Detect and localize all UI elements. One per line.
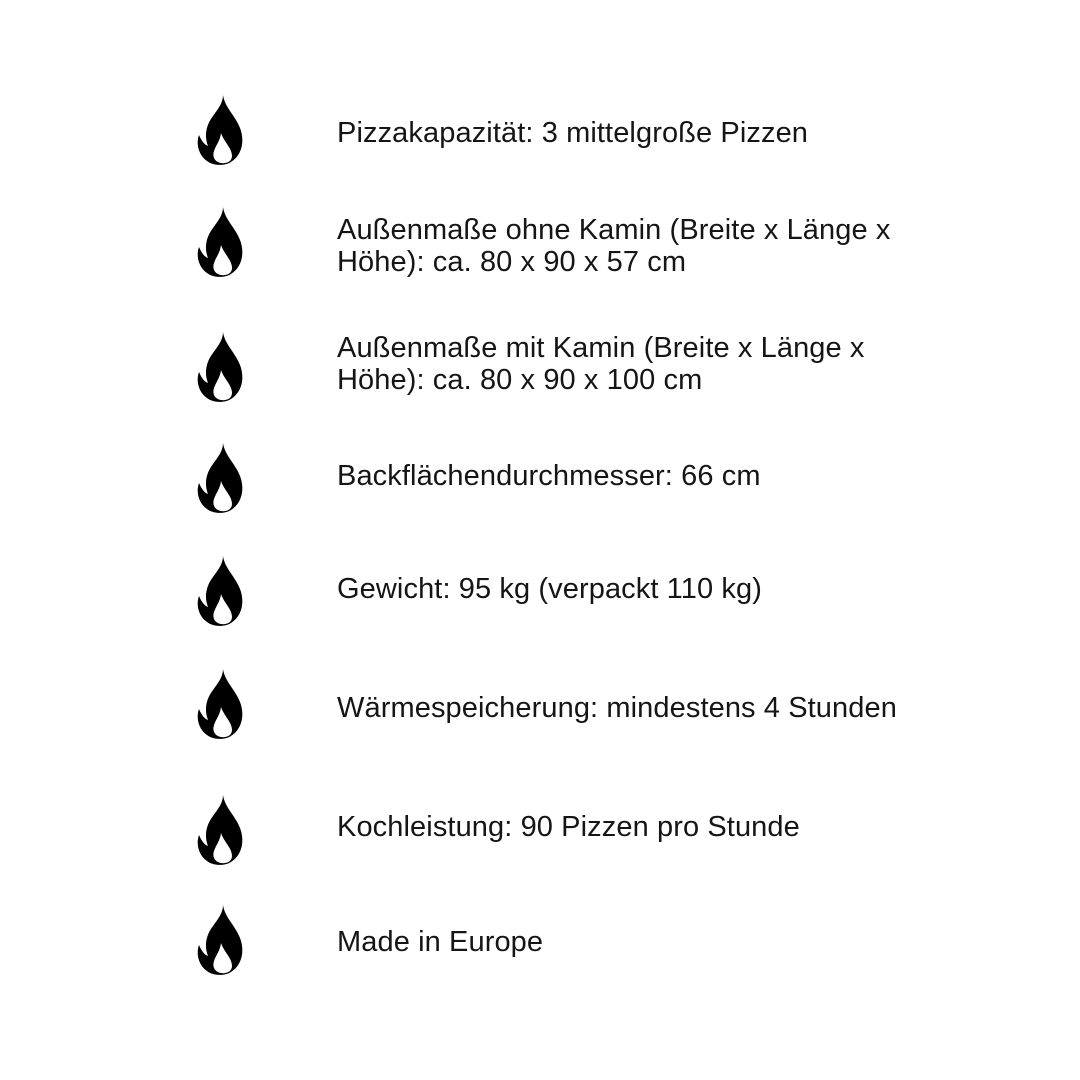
- flame-icon: [196, 669, 244, 741]
- feature-text: Außenmaße ohne Kamin (Breite x Länge x Höhe): ca. 80 x 90 x 57 cm: [337, 214, 891, 278]
- flame-icon: [196, 905, 244, 977]
- feature-text: Gewicht: 95 kg (verpackt 110 kg): [337, 573, 762, 605]
- flame-icon: [196, 332, 244, 404]
- feature-text: Außenmaße mit Kamin (Breite x Länge x Höhe): ca. 80 x 90 x 100 cm: [337, 332, 865, 396]
- feature-text: Made in Europe: [337, 926, 544, 958]
- flame-icon: [196, 556, 244, 628]
- flame-icon: [196, 795, 244, 867]
- feature-text: Backflächendurchmesser: 66 cm: [337, 460, 761, 492]
- feature-text: Kochleistung: 90 Pizzen pro Stunde: [337, 811, 800, 843]
- feature-text: Wärmespeicherung: mindestens 4 Stunden: [337, 692, 897, 724]
- flame-icon: [196, 443, 244, 515]
- feature-text: Pizzakapazität: 3 mittelgroße Pizzen: [337, 117, 809, 149]
- flame-icon: [196, 207, 244, 279]
- flame-icon: [196, 95, 244, 167]
